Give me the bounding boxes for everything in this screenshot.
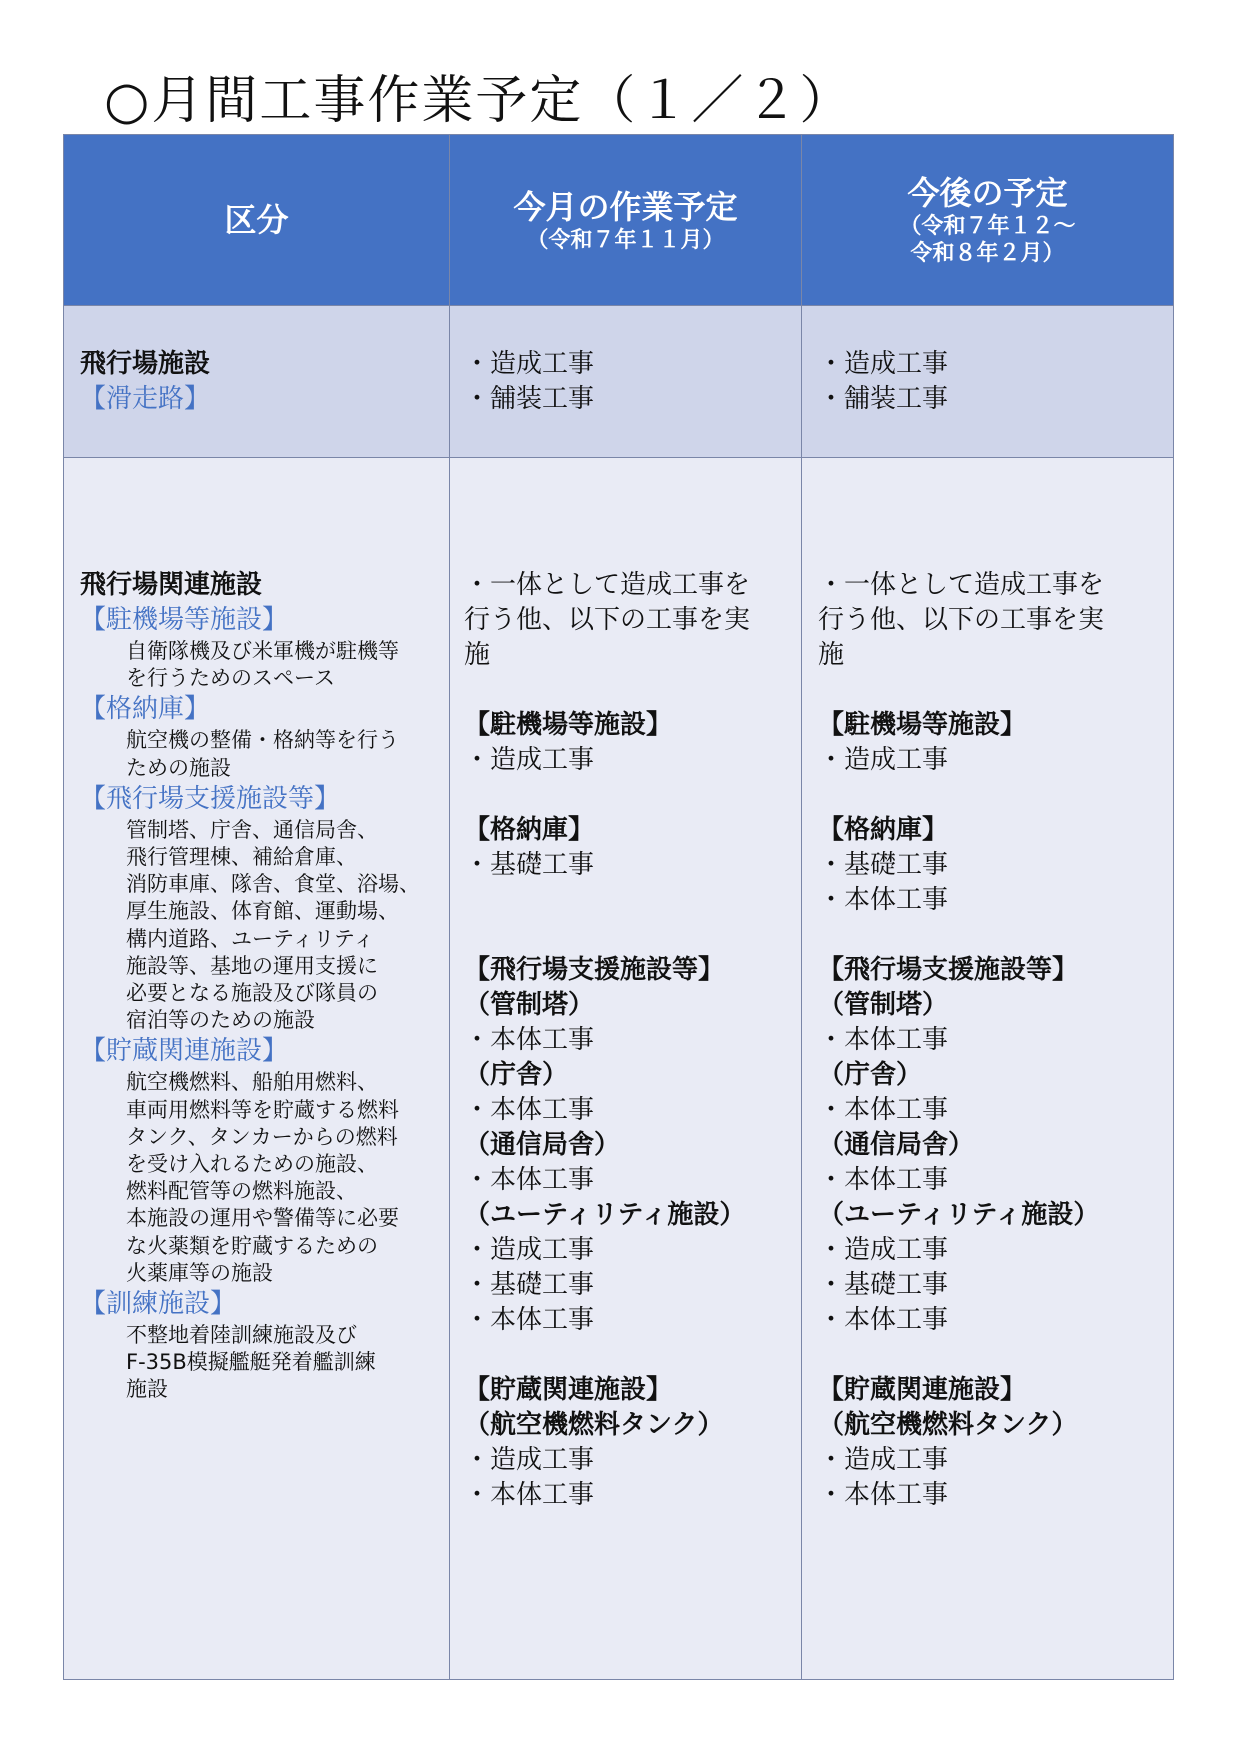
facility-desc: F-35B模擬艦艇発着艦訓練 xyxy=(126,1350,376,1375)
facility-desc: 火薬庫等の施設 xyxy=(126,1260,273,1285)
facility-desc: 必要となる施設及び隊員の xyxy=(126,981,378,1006)
row1-future xyxy=(802,306,1174,458)
facility-desc: 車両用燃料等を貯蔵する燃料 xyxy=(126,1097,399,1122)
future-item: ・本体工事 xyxy=(818,1305,949,1335)
row2-category-name: 飛行場関連施設 xyxy=(80,570,263,600)
row1-category-name: 飛行場施設 xyxy=(80,349,211,379)
facility-name: 【訓練施設】 xyxy=(80,1289,237,1320)
future-heading: 【格納庫】 xyxy=(818,815,949,845)
future-heading: 【貯蔵関連施設】 xyxy=(818,1375,1027,1405)
header-category xyxy=(64,135,450,306)
future-item: ・基礎工事 xyxy=(818,1270,949,1300)
future-intro: 施 xyxy=(818,640,845,670)
future-subheading: （ユーティリティ施設） xyxy=(818,1200,1100,1230)
future-item: ・造成工事 xyxy=(818,745,949,775)
current-subheading: （通信局舎） xyxy=(464,1130,621,1160)
facility-desc: 施設 xyxy=(126,1377,168,1402)
header-current xyxy=(450,135,802,306)
current-item: ・本体工事 xyxy=(464,1025,595,1055)
future-intro: ・一体として造成工事を xyxy=(818,570,1105,600)
facility-desc: 不整地着陸訓練施設及び xyxy=(126,1323,357,1348)
row1-current-item: ・舗装工事 xyxy=(464,384,595,414)
row2-current xyxy=(450,458,802,1680)
current-subheading: （ユーティリティ施設） xyxy=(464,1200,746,1230)
facility-desc: ための施設 xyxy=(126,755,231,780)
row1-future-item: ・舗装工事 xyxy=(818,384,949,414)
future-item: ・本体工事 xyxy=(818,1095,949,1125)
facility-desc: 航空機の整備・格納等を行う xyxy=(126,728,399,753)
facility-desc: を行うためのスペース xyxy=(126,666,335,691)
row2-category xyxy=(64,458,450,1680)
future-item: ・造成工事 xyxy=(818,1235,949,1265)
current-item: ・本体工事 xyxy=(464,1480,595,1510)
current-heading: 【貯蔵関連施設】 xyxy=(464,1375,673,1405)
facility-desc: 消防車庫、隊舎、食堂、浴場、 xyxy=(126,872,420,897)
header-current-label: 今月の作業予定 xyxy=(513,187,738,226)
current-item: ・造成工事 xyxy=(464,745,595,775)
current-subheading: （航空機燃料タンク） xyxy=(464,1410,724,1440)
current-heading: 【格納庫】 xyxy=(464,815,595,845)
facility-desc: を受け入れるための施設、 xyxy=(126,1152,378,1177)
facility-desc: タンク、タンカーからの燃料 xyxy=(126,1124,398,1149)
future-item: ・基礎工事 xyxy=(818,850,949,880)
schedule-table xyxy=(63,134,1174,1680)
facility-desc: 自衛隊機及び米軍機が駐機等 xyxy=(126,639,399,663)
facility-desc: 燃料配管等の燃料施設、 xyxy=(126,1179,357,1204)
facility-desc: 施設等、基地の運用支援に xyxy=(126,953,378,978)
header-future-period-1: （令和７年１２～ xyxy=(899,214,1076,239)
future-subheading: （庁舎） xyxy=(818,1060,923,1090)
future-item: ・本体工事 xyxy=(818,1025,949,1055)
future-subheading: （航空機燃料タンク） xyxy=(818,1410,1078,1440)
current-item: ・本体工事 xyxy=(464,1305,595,1335)
current-subheading: （庁舎） xyxy=(464,1060,569,1090)
page-title: ○月間工事作業予定（１／２） xyxy=(104,71,854,131)
current-item: ・本体工事 xyxy=(464,1095,595,1125)
current-intro: 行う他、以下の工事を実 xyxy=(464,605,751,635)
facility-desc: 厚生施設、体育館、運動場、 xyxy=(126,899,399,924)
future-heading: 【駐機場等施設】 xyxy=(818,710,1027,740)
facility-name: 【貯蔵関連施設】 xyxy=(80,1036,289,1067)
future-item: ・造成工事 xyxy=(818,1445,949,1475)
facility-desc: 宿泊等のための施設 xyxy=(126,1008,315,1033)
header-category-label: 区分 xyxy=(224,201,289,239)
facility-name: 【駐機場等施設】 xyxy=(80,605,289,635)
facility-desc: 管制塔、庁舎、通信局舎、 xyxy=(126,817,378,842)
current-item: ・造成工事 xyxy=(464,1235,595,1265)
header-future xyxy=(802,135,1174,306)
facility-desc: な火薬類を貯蔵するための xyxy=(126,1233,378,1258)
future-intro: 行う他、以下の工事を実 xyxy=(818,605,1105,635)
future-subheading: （通信局舎） xyxy=(818,1130,975,1160)
future-item: ・本体工事 xyxy=(818,1165,949,1195)
current-intro: 施 xyxy=(464,640,491,670)
facility-desc: 構内道路、ユーティリティ xyxy=(126,926,375,951)
current-heading: 【飛行場支援施設等】 xyxy=(464,955,725,985)
row2-future xyxy=(802,458,1174,1680)
header-current-period: （令和７年１１月） xyxy=(526,227,725,253)
current-item: ・造成工事 xyxy=(464,1445,595,1475)
current-intro: ・一体として造成工事を xyxy=(464,570,751,600)
header-future-label: 今後の予定 xyxy=(907,174,1068,212)
current-subheading: （管制塔） xyxy=(464,990,595,1020)
header-future-period-2: 令和８年２月） xyxy=(910,241,1065,266)
current-heading: 【駐機場等施設】 xyxy=(464,710,673,740)
future-item: ・本体工事 xyxy=(818,885,949,915)
row1-future-item: ・造成工事 xyxy=(818,349,949,379)
facility-desc: 飛行管理棟、補給倉庫、 xyxy=(126,845,357,870)
future-subheading: （管制塔） xyxy=(818,990,949,1020)
facility-desc: 航空機燃料、船舶用燃料、 xyxy=(126,1070,378,1095)
row1-subcategory: 【滑走路】 xyxy=(80,384,211,414)
current-item: ・本体工事 xyxy=(464,1165,595,1195)
facility-desc: 本施設の運用や警備等に必要 xyxy=(126,1206,399,1231)
row1-category xyxy=(64,306,450,458)
future-heading: 【飛行場支援施設等】 xyxy=(818,955,1079,985)
current-item: ・基礎工事 xyxy=(464,850,595,880)
facility-name: 【格納庫】 xyxy=(80,694,211,725)
facility-name: 【飛行場支援施設等】 xyxy=(80,783,341,814)
future-item: ・本体工事 xyxy=(818,1480,949,1510)
row1-current xyxy=(450,306,802,458)
row1-current-item: ・造成工事 xyxy=(464,349,595,379)
current-item: ・基礎工事 xyxy=(464,1270,595,1300)
